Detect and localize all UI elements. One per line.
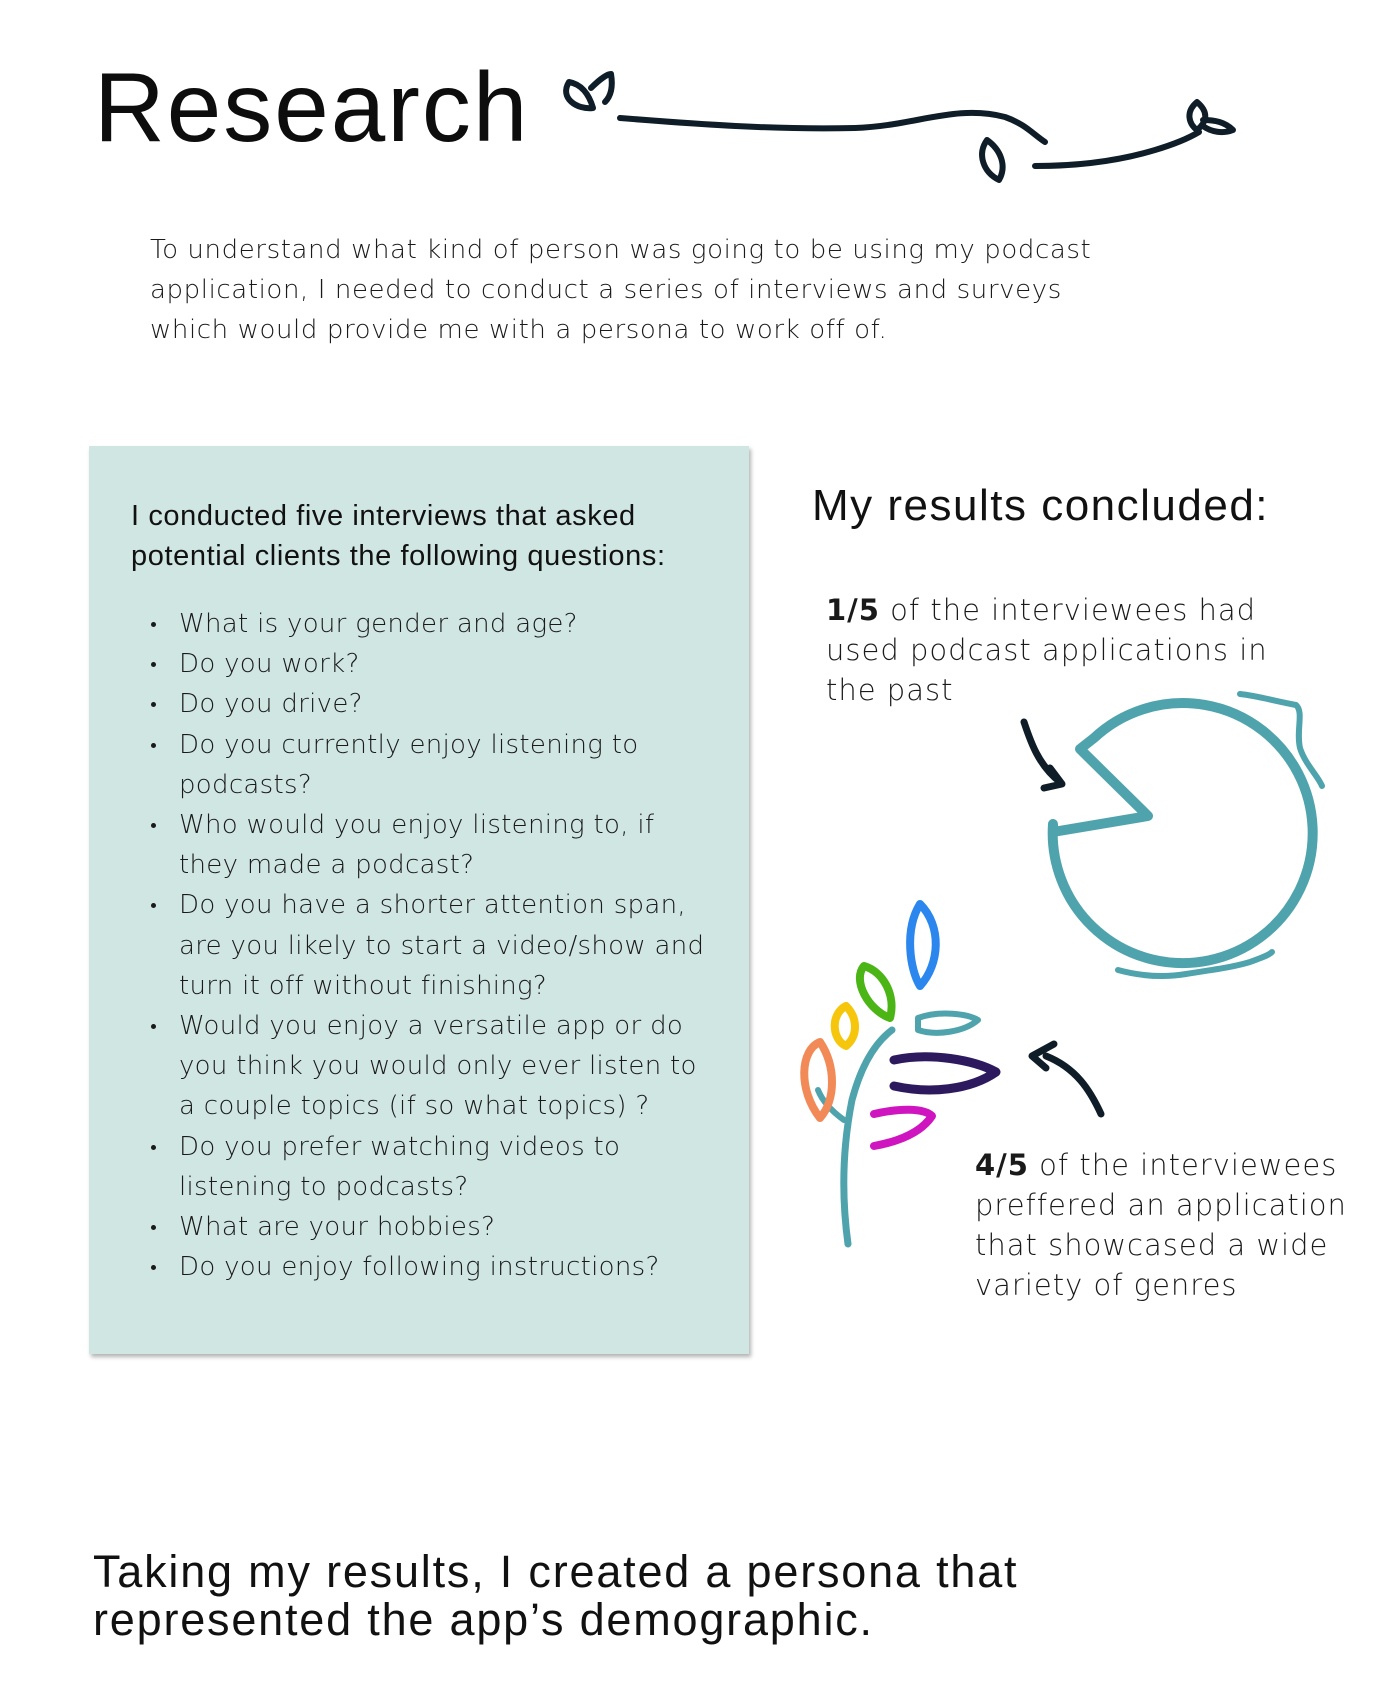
list-item: Would you enjoy a versatile app or do you think you would only ever listen to a couple topics (if so what topics) ? [149,1006,715,1127]
arrow-to-pie-icon [1024,722,1060,782]
arrow-head-icon [1044,768,1062,788]
page-title: Research [94,52,530,162]
list-item: What is your gender and age? [149,604,715,644]
blue-leaf-icon [910,904,936,986]
list-item: Who would you enjoy listening to, if they made a podcast? [149,805,715,885]
plant-branch-icon [818,1090,844,1120]
magenta-leaf-icon [874,1110,932,1146]
list-item: Do you drive? [149,684,715,724]
list-item: Do you currently enjoy listening to podcasts? [149,725,715,805]
orange-leaf-icon [804,1042,832,1118]
pie-chart-icon [1053,703,1313,963]
list-item: Do you work? [149,644,715,684]
list-item: Do you enjoy following instructions? [149,1247,715,1287]
results-heading: My results concluded: [812,481,1270,530]
yellow-leaf-icon [835,1006,855,1046]
question-list [131,604,715,1287]
squiggle-bottom-icon [1118,952,1272,976]
result-two-description: of the interviewees preffered an application that showcased a wide variety of genres [975,1148,1347,1302]
intro-paragraph: To understand what kind of person was going to be using my podcast application, I needed to conduct a series of interviews and surveys which would provide me with a persona to work off of. [150,235,1092,345]
interview-questions-heading: I conducted five interviews that asked potential clients the following questions: [131,500,666,572]
list-item: Do you have a shorter attention span, are you likely to start a video/show and turn it off without finishing? [149,885,715,1006]
footer-statement: Taking my results, I created a persona that represented the app’s demographic. [93,1546,1019,1645]
result-one-fraction: 1/5 [826,593,880,627]
list-item: What are your hobbies? [149,1207,715,1247]
result-two-text [975,1145,1375,1305]
list-item: Do you prefer watching videos to listening to podcasts? [149,1127,715,1207]
arrow-to-plant-icon [1046,1056,1101,1114]
decorative-vine-icon [555,62,1245,202]
result-one-text [826,590,1296,710]
teal-leaf-icon [918,1014,978,1033]
arrow-head-icon [1032,1044,1054,1068]
plant-stem-icon [844,1030,892,1244]
purple-leaf-icon [894,1057,996,1090]
result-one-description: of the interviewees had used podcast applications in the past [826,593,1268,707]
result-two-fraction: 4/5 [975,1148,1029,1182]
green-leaf-icon [860,966,892,1018]
interview-questions-card [89,446,749,1354]
